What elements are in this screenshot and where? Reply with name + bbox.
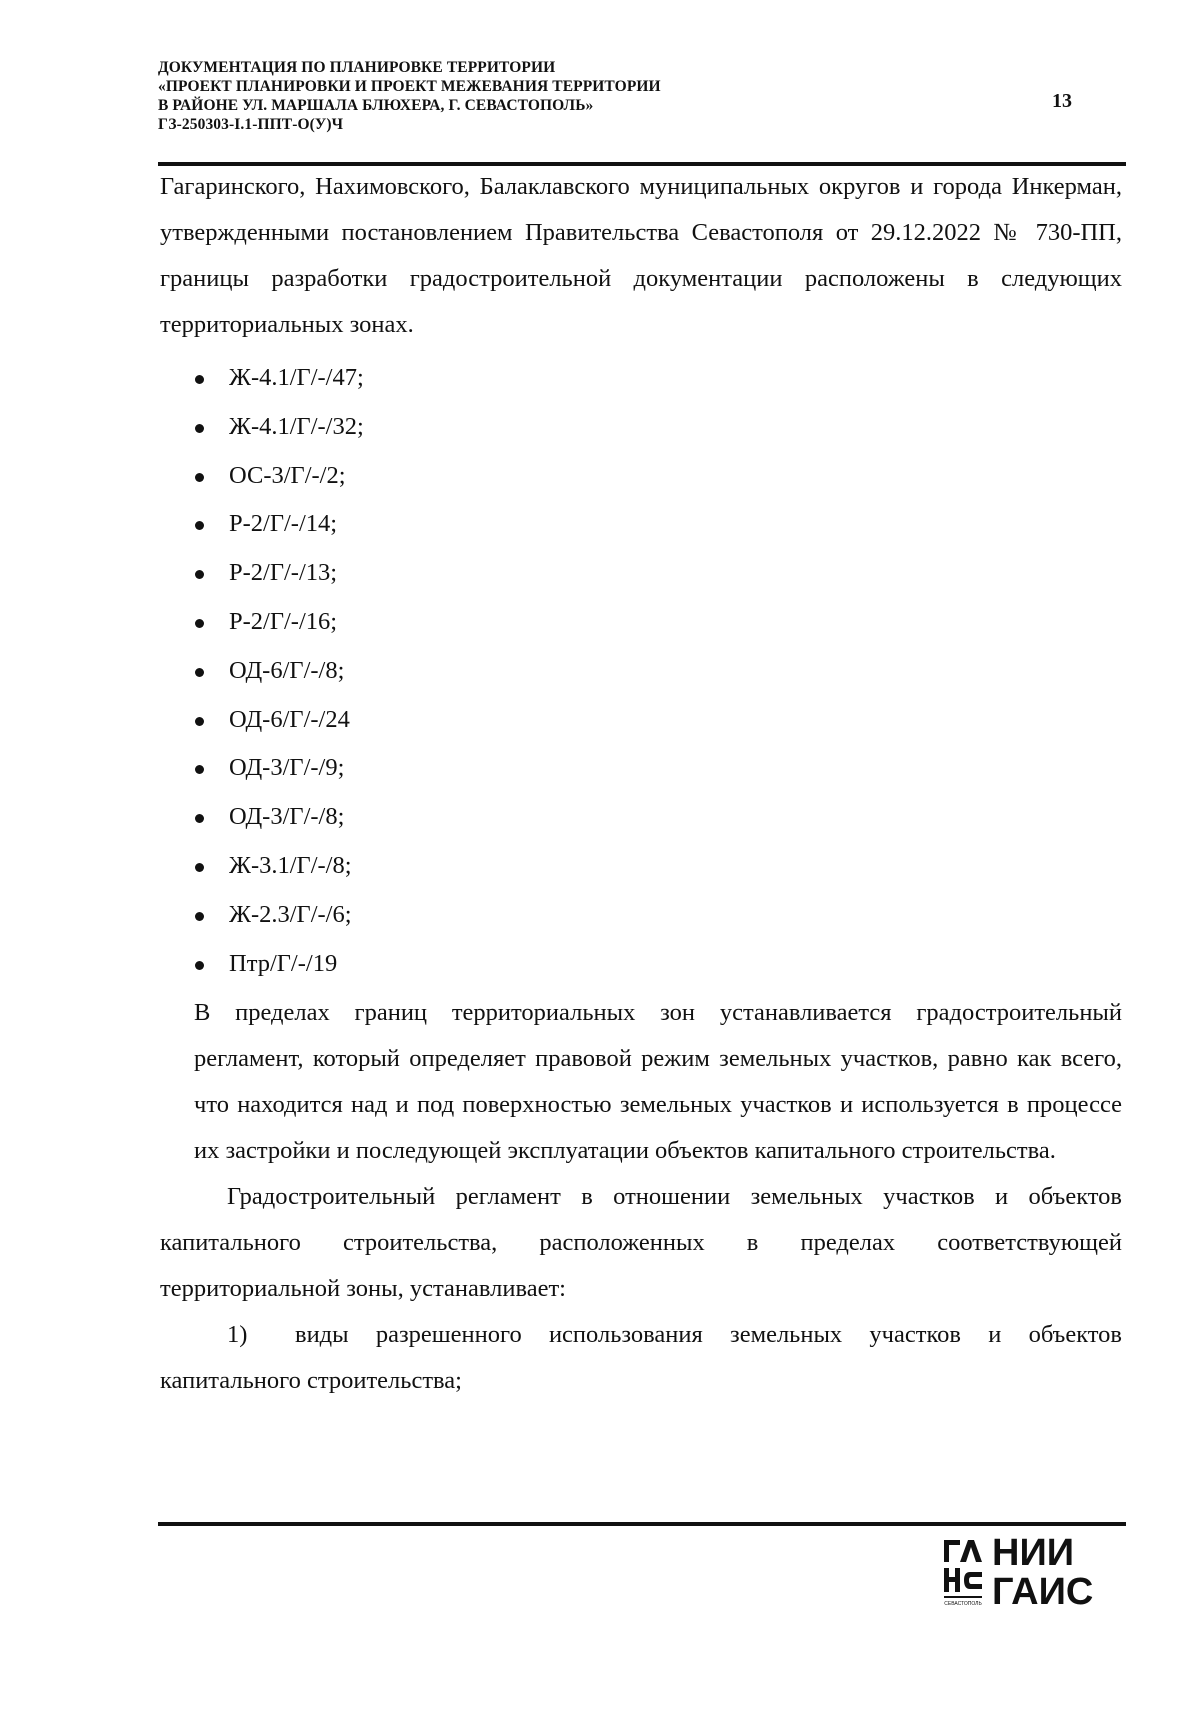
bullet-icon	[195, 570, 204, 579]
bullet-icon	[195, 473, 204, 482]
bullet-icon	[195, 765, 204, 774]
logo-text-top: НИИ	[992, 1532, 1075, 1574]
list-item	[160, 744, 1122, 793]
page-number: 13	[1052, 90, 1072, 112]
zone-code: Ж-4.1/Г/-/47;	[229, 364, 364, 391]
list-item	[160, 549, 1122, 598]
bullet-icon	[195, 375, 204, 384]
establishes-paragraph: Градостроительный регламент в отношении земельных участков и объектов капитального строительства, расположенных в пределах соответствующей территориальной зоны, устанавливает:	[160, 1183, 1122, 1303]
intro-paragraph: Гагаринского, Нахимовского, Балаклавского муниципальных округов и города Инкерман, утвержденными постановлением Правительства Севастополя от 29.12.2022 № 730-ПП, границы разработки градостроительной документации расположены в следующих территориальных зонах.	[160, 173, 1122, 338]
list-item	[160, 842, 1122, 891]
list-item	[160, 891, 1122, 940]
bullet-icon	[195, 717, 204, 726]
list-item	[160, 452, 1122, 501]
zone-code: ОД-6/Г/-/24	[229, 705, 350, 733]
zone-code: Р-2/Г/-/16;	[229, 607, 338, 635]
zone-code: Птр/Г/-/19	[229, 949, 338, 977]
document-title-block	[158, 58, 1078, 134]
zone-code: ОД-6/Г/-/8;	[229, 656, 345, 684]
zone-code: Ж-2.3/Г/-/6;	[229, 900, 352, 928]
company-logo	[944, 1532, 1124, 1612]
header-line-3: В РАЙОНЕ УЛ. МАРШАЛА БЛЮХЕРА, Г. СЕВАСТОПОЛЬ»	[158, 97, 594, 114]
header-line-1: ДОКУМЕНТАЦИЯ ПО ПЛАНИРОВКЕ ТЕРРИТОРИИ	[158, 59, 556, 76]
document-code: ГЗ-250303-I.1-ППТ-О(У)Ч	[158, 116, 344, 133]
niigais-logo-icon	[944, 1532, 1124, 1612]
list-item	[160, 598, 1122, 647]
numbered-item	[160, 1312, 1122, 1404]
header-line-2: «ПРОЕКТ ПЛАНИРОВКИ И ПРОЕКТ МЕЖЕВАНИЯ ТЕРРИТОРИИ	[158, 78, 661, 95]
bullet-icon	[195, 668, 204, 677]
logo-text-bottom: ГАИС	[992, 1571, 1094, 1612]
list-item	[160, 647, 1122, 696]
zone-code: Ж-3.1/Г/-/8;	[229, 851, 352, 879]
list-item	[160, 500, 1122, 549]
zone-code: ОД-3/Г/-/9;	[229, 754, 345, 782]
regulation-paragraph: В пределах границ территориальных зон устанавливается градостроительный регламент, который определяет правовой режим земельных участков, равно как всего, что находится над и под поверхностью земельных участков и используется в процессе их застройки и последующей эксплуатации объектов капитального строительства.	[194, 999, 1122, 1165]
list-item	[160, 940, 1122, 989]
bullet-icon	[195, 619, 204, 628]
bullet-icon	[195, 814, 204, 823]
bullet-icon	[195, 521, 204, 530]
list-item	[160, 696, 1122, 745]
footer-divider	[158, 1522, 1126, 1526]
document-header	[158, 58, 1078, 134]
numbered-item-text: виды разрешенного использования земельных участков и объектов капитального строительства;	[160, 1321, 1122, 1395]
document-body	[160, 164, 1122, 1404]
zone-code: ОД-3/Г/-/8;	[229, 803, 345, 831]
logo-caption: СЕВАСТОПОЛЬ	[944, 1601, 982, 1607]
bullet-icon	[195, 424, 204, 433]
territorial-zones-list	[160, 354, 1122, 988]
bullet-icon	[195, 863, 204, 872]
numbered-item-label: 1)	[227, 1321, 248, 1349]
bullet-icon	[195, 961, 204, 970]
bullet-icon	[195, 912, 204, 921]
zone-code: Ж-4.1/Г/-/32;	[229, 412, 364, 440]
zone-code: Р-2/Г/-/13;	[229, 559, 338, 587]
zone-code: Р-2/Г/-/14;	[229, 510, 338, 538]
list-item	[160, 354, 1122, 403]
list-item	[160, 793, 1122, 842]
list-item	[160, 403, 1122, 452]
zone-code: ОС-3/Г/-/2;	[229, 461, 346, 489]
